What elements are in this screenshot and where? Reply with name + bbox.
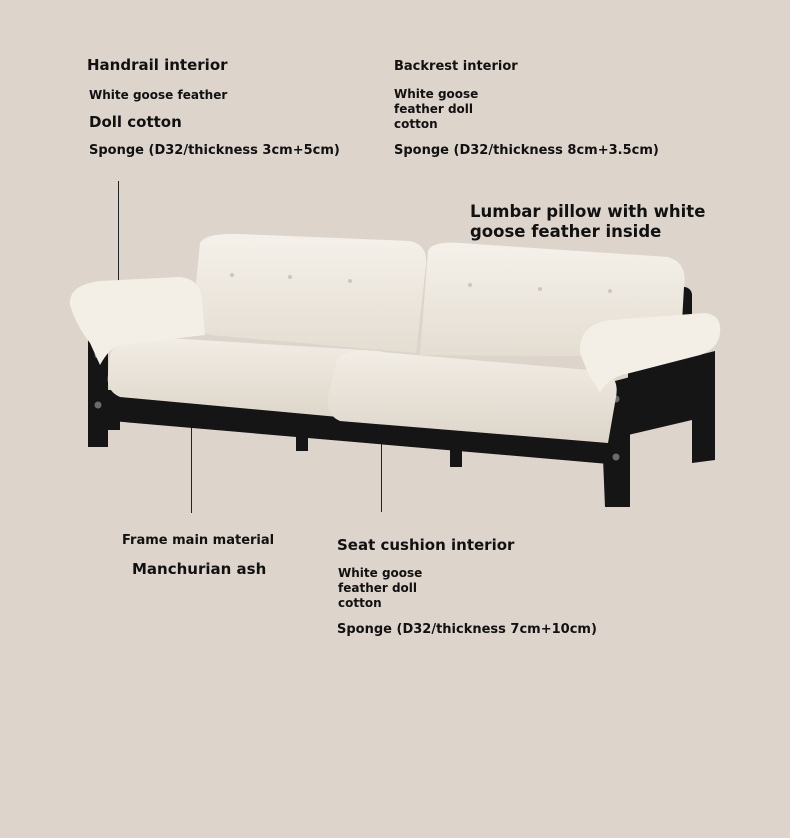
backrest-item-sponge: Sponge (D32/thickness 8cm+3.5cm)	[394, 143, 659, 158]
frame-material-value: Manchurian ash	[132, 560, 267, 578]
handrail-item-goose-feather: White goose feather	[89, 88, 228, 102]
frame-title: Frame main material	[122, 533, 275, 548]
handrail-title: Handrail interior	[87, 56, 228, 74]
seat-item-goose-feather: White goose feather doll cotton	[338, 566, 423, 610]
seat-item-sponge: Sponge (D32/thickness 7cm+10cm)	[337, 622, 597, 637]
backrest-title: Backrest interior	[394, 59, 518, 74]
backrest-item-goose-feather: White goose feather doll cotton	[394, 87, 479, 131]
handrail-item-doll-cotton: Doll cotton	[89, 113, 182, 131]
sofa-illustration	[60, 225, 730, 515]
lumbar-pillow-label: Lumbar pillow with white goose feather inside	[470, 202, 706, 241]
handrail-item-sponge: Sponge (D32/thickness 3cm+5cm)	[89, 143, 340, 158]
seat-title: Seat cushion interior	[337, 536, 515, 554]
